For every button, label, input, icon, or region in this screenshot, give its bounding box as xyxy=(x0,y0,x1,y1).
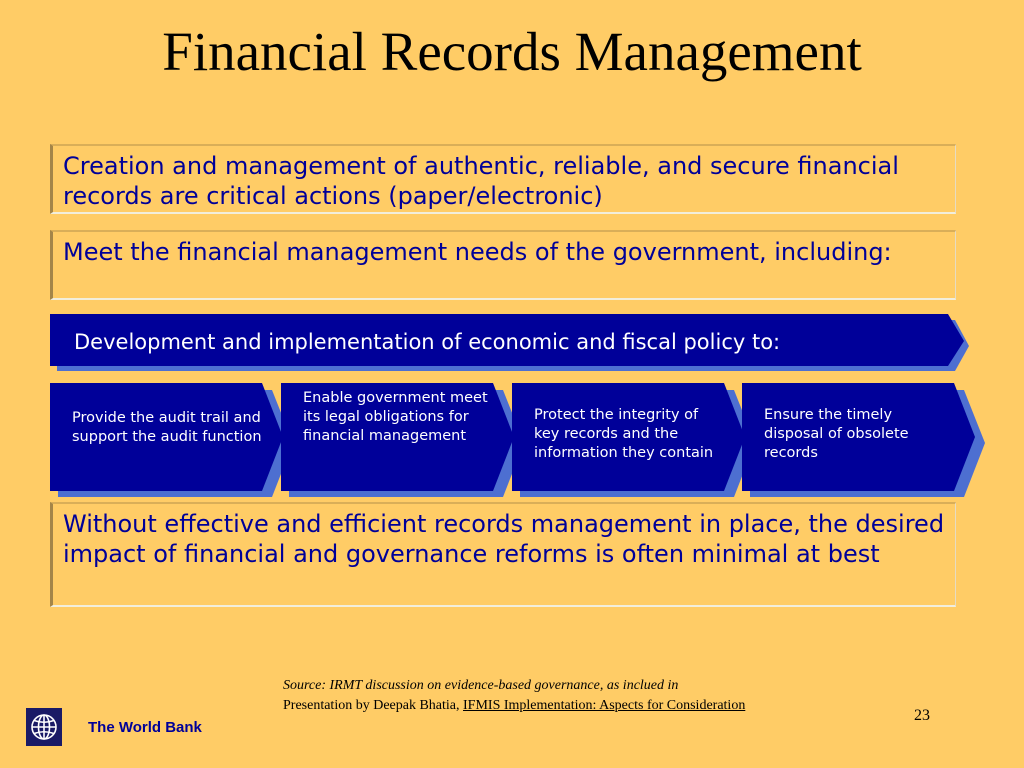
chevron-legal-obligations-text: Enable government meet its legal obligations for financial management xyxy=(303,390,488,444)
policy-banner-text: Development and implementation of economic and fiscal policy to: xyxy=(74,330,781,354)
statement-box-conclusion: Without effective and efficient records management in place, the desired impact of financial and governance reforms is often minimal at best xyxy=(50,502,956,607)
chevron-integrity xyxy=(512,383,757,499)
source-line-2-prefix: Presentation by Deepak Bhatia, xyxy=(283,698,464,713)
organization-name: The World Bank xyxy=(88,719,202,736)
chevron-audit-trail-text: Provide the audit trail and support the audit function xyxy=(72,410,262,445)
chevron-disposal-text: Ensure the timely disposal of obsolete records xyxy=(764,407,909,461)
source-link[interactable]: IFMIS Implementation: Aspects for Consideration xyxy=(463,698,746,713)
chevron-disposal xyxy=(742,383,987,499)
chevron-legal-obligations xyxy=(281,383,526,499)
source-line-1: Source: IRMT discussion on evidence-based governance, as inclued in xyxy=(283,678,679,693)
page-number: 23 xyxy=(914,707,930,724)
globe-icon xyxy=(26,708,62,746)
statement-box-records: Creation and management of authentic, reliable, and secure financial records are critical actions (paper/electronic) xyxy=(50,144,956,214)
policy-banner xyxy=(50,314,970,372)
chevron-integrity-text: Protect the integrity of key records and the information they contain xyxy=(534,407,714,461)
chevron-audit-trail xyxy=(50,383,295,499)
statement-box-needs: Meet the financial management needs of the government, including: xyxy=(50,230,956,300)
source-note xyxy=(283,676,745,716)
slide-title: Financial Records Management xyxy=(162,21,862,82)
